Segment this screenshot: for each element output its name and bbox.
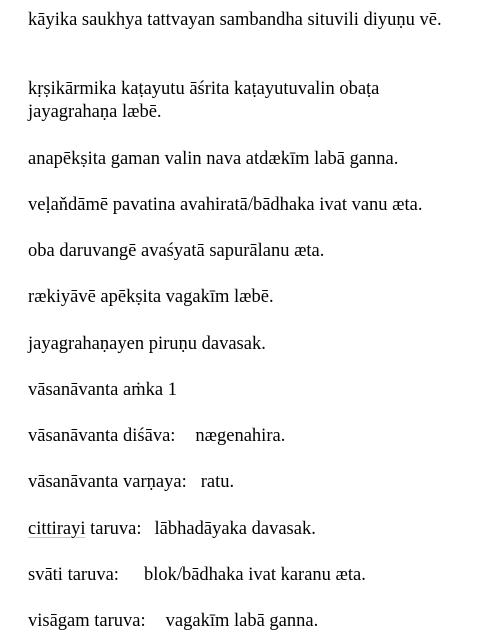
- paragraph-visagam-star: [28, 610, 318, 633]
- paragraph-text: anapēkṣita gaman valin nava atdækīm labā ganna.: [28, 149, 399, 169]
- paragraph-agricultural-work: [28, 78, 418, 124]
- svati-star-label: svāti taruva:: [28, 565, 119, 585]
- paragraph-lucky-direction: [28, 425, 285, 448]
- paragraph-job-responsibilities: [28, 286, 274, 309]
- paragraph-text: kṛṣikārmika kaṭayutu āśrita kaṭayutuvalin obaṭa jayagrahaṇa læbē.: [28, 79, 380, 122]
- paragraph-unexpected-journeys: [28, 148, 398, 171]
- paragraph-successful-day: [28, 333, 266, 356]
- paragraph-children-needs: [28, 240, 324, 263]
- paragraph-physical-happiness: [28, 9, 483, 32]
- paragraph-text: rækiyāvē apēkṣita vagakīm læbē.: [28, 287, 274, 307]
- cittirai-star-label-rest: taruva:: [85, 519, 142, 539]
- paragraph-lucky-color: [28, 471, 234, 494]
- lucky-color-label: vāsanāvanta varṇaya:: [28, 472, 187, 492]
- paragraph-text: kāyika saukhya tattvayan sambandha situvili diyuṇu vē.: [28, 10, 442, 30]
- visagam-star-label: visāgam taruva:: [28, 611, 146, 631]
- lucky-direction-label: vāsanāvanta diśāva:: [28, 426, 176, 446]
- cittirai-star-label-word: cittirayi: [28, 519, 86, 539]
- paragraph-market-obstacles: [28, 194, 423, 217]
- visagam-star-value: vagakīm labā ganna.: [165, 611, 319, 631]
- paragraph-text: jayagrahaṇayen piruṇu davasak.: [28, 334, 266, 354]
- svati-star-value: blok/bādhaka ivat karanu æta.: [143, 565, 366, 585]
- lucky-direction-value: nægenahira.: [195, 426, 286, 446]
- paragraph-text: vāsanāvanta aṁka 1: [28, 380, 177, 400]
- paragraph-text: oba daruvangē avaśyatā sapurālanu æta.: [28, 241, 325, 261]
- paragraph-text: veḷaňdāmē pavatina avahiratā/bādhaka ivat vanu æta.: [28, 195, 423, 215]
- paragraph-svati-star: [28, 564, 366, 587]
- lucky-color-value: ratu.: [200, 472, 235, 492]
- paragraph-lucky-number: [28, 379, 177, 402]
- paragraph-cittirai-star: [28, 518, 316, 541]
- cittirai-star-value: lābhadāyaka davasak.: [154, 519, 316, 539]
